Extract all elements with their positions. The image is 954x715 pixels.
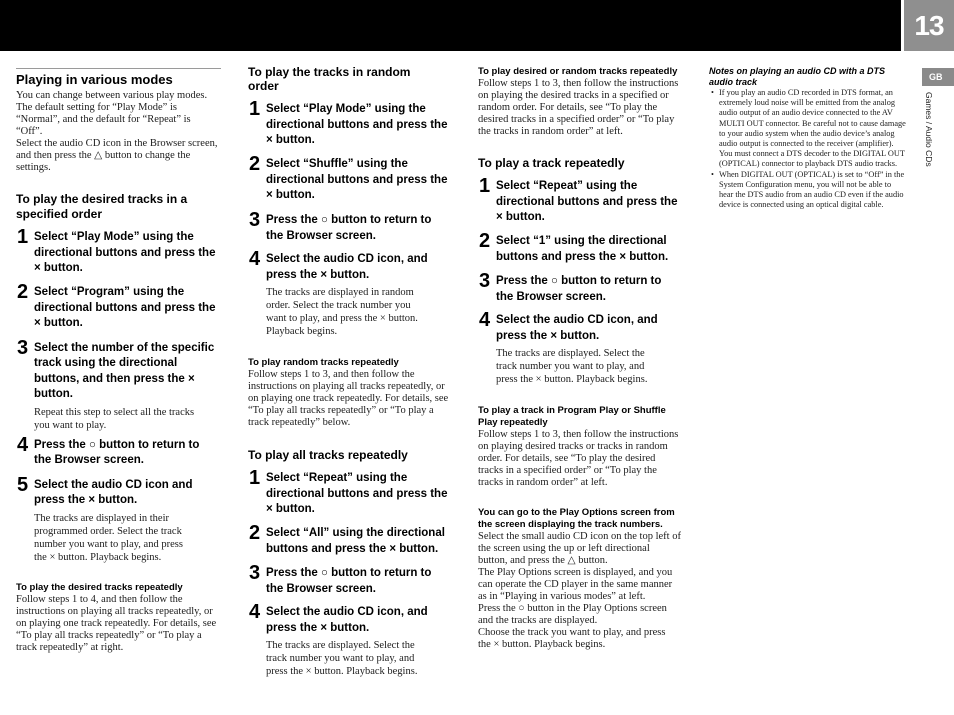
paragraph-random-repeat: Follow steps 1 to 3, and then follow the instructions on playing all tracks repeatedly, or on playing one track repeatedly. For details, see “To play all tracks repeatedly” or “To play a track repeatedly” below. [248, 369, 449, 428]
step-note: The tracks are displayed. Select the track number you want to play, and press the × button. Playback begins. [266, 640, 418, 677]
step-number: 2 [479, 230, 491, 252]
step [248, 98, 453, 149]
step-note: The tracks are displayed. Select the track number you want to play, and press the × button. Playback begins. [496, 348, 648, 385]
step-note: The tracks are displayed in their programmed order. Select the track number you want to play, and press the × button. Playback begins. [34, 512, 183, 563]
step-instruction: Select “Repeat” using the directional buttons and press the × button. [496, 180, 678, 224]
title-rule [16, 68, 221, 69]
step [478, 309, 684, 386]
paragraph-play-options: The Play Options screen is displayed, and you can operate the CD player in the same manner as in “Playing in various modes” at left. [478, 567, 673, 602]
step-number: 3 [249, 562, 261, 584]
note-text: When DIGITAL OUT (OPTICAL) is set to “Off” in the System Configuration menu, you will not be able to hear the DTS audio from an audio CD even if the audio device is connected using an optical digital cable. [719, 169, 905, 210]
step [16, 433, 221, 469]
step-instruction: Press the ○ button to return to the Browser screen. [266, 567, 432, 595]
note-text: If you play an audio CD recorded in DTS format, an extremely loud noise will be emitted from the analog audio output of an audio device connected to the AV MULTI OUT connector. Be careful not to cause damage to your audio system when the audio device’s analog audio output is connected to the receiver (amplifier). You must connect a DTS decoder to the DIGITAL OUT (OPTICAL) connector to playback DTS audio tracks. [719, 88, 906, 169]
section-heading-random-order: To play the tracks in random order [248, 64, 411, 93]
page-number: 13 [904, 0, 954, 51]
step [16, 226, 221, 277]
step-instruction: Select the audio CD icon, and press the × button. [266, 253, 428, 281]
step-number: 2 [249, 522, 261, 544]
step-number: 3 [17, 336, 29, 359]
bullet-icon: • [711, 88, 714, 97]
step-number: 3 [479, 270, 491, 292]
step-instruction: Select the audio CD icon, and press the × button. [266, 606, 428, 634]
step [16, 281, 221, 332]
step-instruction: Select the number of the specific track using the directional buttons, and then press the × button. [34, 341, 215, 400]
step-instruction: Press the ○ button to return to the Browser screen. [34, 438, 200, 466]
dts-notes-heading: Notes on playing an audio CD with a DTS audio track [709, 65, 886, 87]
section-heading-all-repeat: To play all tracks repeatedly [248, 447, 408, 462]
page-section-title: Playing in various modes [16, 72, 173, 87]
paragraph-desired-repeat: Follow steps 1 to 4, and then follow the instructions on playing all tracks repeatedly, or on playing one track repeatedly. For details, see “To play all tracks repeatedly” or “To play a track repeatedly” at right. [16, 594, 217, 653]
step [248, 601, 453, 678]
language-tab: GB [922, 68, 954, 86]
paragraph-desired-random-repeat: Follow steps 1 to 3, then follow the instructions on playing the desired tracks in a specified or random order. For details, see “To play the desired tracks in a specified order” or “To play the tracks in random order” at left. [478, 78, 679, 137]
step-instruction: Select “1” using the directional buttons and press the × button. [496, 235, 669, 263]
step-number: 1 [17, 226, 29, 248]
step-number: 4 [249, 601, 261, 623]
step [248, 153, 453, 204]
step-number: 1 [249, 467, 261, 489]
step-number: 4 [249, 248, 261, 270]
step-instruction: Select “Play Mode” using the directional buttons and press the × button. [266, 103, 448, 146]
step-number: 5 [17, 473, 29, 496]
header-bar [0, 0, 901, 51]
paragraph-play-options: Press the ○ button in the Play Options screen and the tracks are displayed. [478, 603, 667, 626]
step-number: 1 [479, 175, 491, 198]
step [478, 175, 684, 226]
step-instruction: Select “Program” using the directional buttons and press the × button. [34, 286, 216, 329]
step-note: Repeat this step to select all the tracks you want to play. [34, 406, 195, 431]
step-note: The tracks are displayed in random order. Select the track number you want to play, and press the × button. Playback begins. [266, 287, 418, 337]
step [248, 467, 453, 518]
step [248, 522, 453, 557]
step-number: 3 [249, 209, 261, 231]
section-side-label: Games / Audio CDs [924, 92, 934, 167]
step [248, 562, 453, 597]
paragraph-program-shuffle-repeat: Follow steps 1 to 3, then follow the instructions on playing desired tracks or tracks in random order. For details, see “To play the desired tracks in a specified order” or “To play the tracks in random order” at left. [478, 429, 679, 488]
subheading-random-repeat: To play random tracks repeatedly [248, 357, 399, 368]
step-instruction: Press the ○ button to return to the Browser screen. [266, 214, 432, 242]
step-instruction: Select “Shuffle” using the directional buttons and press the × button. [266, 158, 448, 201]
step-instruction: Select “Repeat” using the directional buttons and press the × button. [266, 472, 448, 515]
step-number: 1 [249, 98, 261, 120]
step [248, 248, 453, 338]
bullet-icon: • [711, 169, 714, 179]
step-number: 2 [249, 153, 261, 175]
subheading-desired-repeat: To play the desired tracks repeatedly [16, 582, 183, 593]
section-heading-specified-order: To play the desired tracks in a specified order [16, 191, 188, 221]
step-number: 4 [17, 433, 29, 456]
step [16, 473, 221, 564]
list-item [709, 88, 914, 170]
subheading-desired-random-repeat: To play desired or random tracks repeatedly [478, 66, 678, 77]
subheading-program-shuffle-repeat: To play a track in Program Play or Shuffle Play repeatedly [478, 405, 666, 428]
intro-paragraph: You can change between various play modes. The default setting for “Play Mode” is “Normal”, and the default for “Repeat” is “Off”. Select the audio CD icon in the Browser screen, and then press the △ button to change the settings. [16, 90, 218, 173]
step-number: 4 [479, 309, 491, 331]
section-heading-track-repeat: To play a track repeatedly [478, 155, 625, 170]
dts-notes-list [709, 88, 914, 210]
step-instruction: Select the audio CD icon and press the × button. [34, 478, 193, 506]
step [478, 230, 684, 265]
list-item [709, 170, 914, 211]
step [248, 209, 453, 244]
step-instruction: Select “Play Mode” using the directional buttons and press the × button. [34, 231, 216, 274]
step [478, 270, 684, 305]
subheading-play-options: You can go to the Play Options screen from the screen displaying the track numbers. [478, 507, 675, 530]
step-instruction: Select the audio CD icon, and press the × button. [496, 314, 658, 342]
step-number: 2 [17, 281, 29, 303]
paragraph-play-options: Choose the track you want to play, and press the × button. Playback begins. [478, 627, 666, 650]
paragraph-play-options: Select the small audio CD icon on the top left of the screen using the up or left directional button, and press the △ button. [478, 531, 681, 566]
step-instruction: Press the ○ button to return to the Browser screen. [496, 275, 662, 303]
step [16, 336, 221, 432]
step-instruction: Select “All” using the directional buttons and press the × button. [266, 527, 445, 555]
